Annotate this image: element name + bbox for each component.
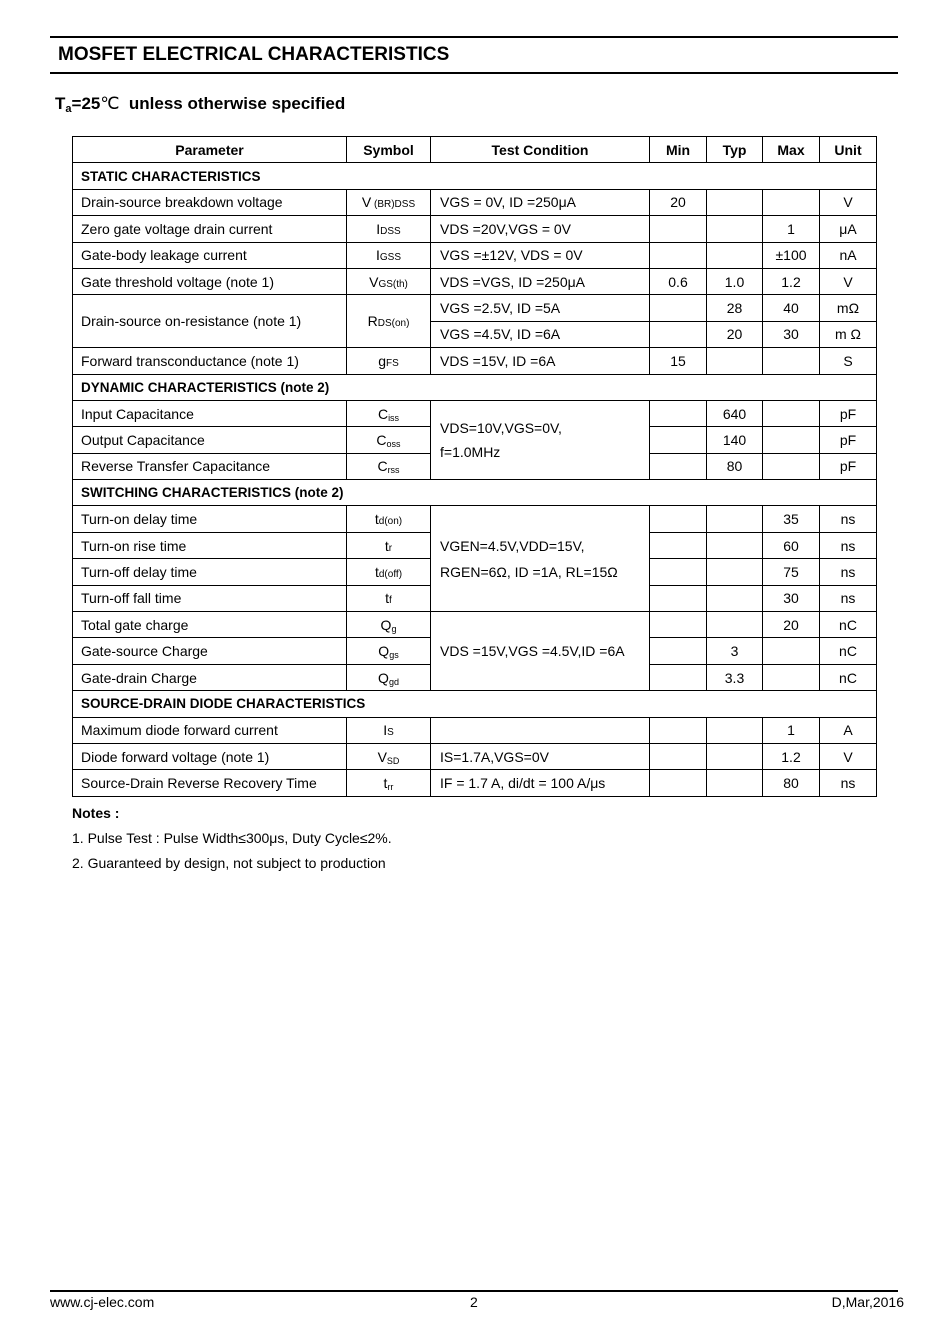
param-cell: Turn-off delay time	[73, 559, 347, 585]
typ-cell: 140	[707, 427, 763, 453]
min-cell	[650, 717, 707, 743]
symbol-cell: V (BR)DSS	[347, 189, 431, 215]
symbol-cell: $Q_g$	[347, 612, 431, 638]
param-cell: Reverse Transfer Capacitance	[73, 453, 347, 479]
typ-cell: 640	[707, 400, 763, 426]
min-cell	[650, 664, 707, 690]
typ-cell	[707, 532, 763, 558]
notes-title: Notes :	[72, 805, 120, 821]
unit-cell: V	[820, 189, 877, 215]
symbol-cell: td(off)	[347, 559, 431, 585]
min-cell	[650, 559, 707, 585]
table-row	[73, 268, 877, 294]
unit-cell: V	[820, 268, 877, 294]
symbol-cell: IS	[347, 717, 431, 743]
unit-cell: pF	[820, 400, 877, 426]
max-cell	[763, 453, 820, 479]
table-row	[73, 506, 877, 532]
symbol-cell: RDS(on)	[347, 295, 431, 348]
min-cell	[650, 506, 707, 532]
max-cell	[763, 189, 820, 215]
header-top-rule	[50, 36, 898, 38]
param-cell: Drain-source breakdown voltage	[73, 189, 347, 215]
param-cell: Forward transconductance (note 1)	[73, 348, 347, 374]
min-cell	[650, 532, 707, 558]
symbol-cell: tf	[347, 585, 431, 611]
header-min: Min	[650, 137, 707, 163]
section-row-diode: SOURCE-DRAIN DIODE CHARACTERISTICS	[73, 691, 877, 717]
typ-cell: 1.0	[707, 268, 763, 294]
symbol-cell: td(on)	[347, 506, 431, 532]
max-cell: 1.2	[763, 268, 820, 294]
typ-cell: 28	[707, 295, 763, 321]
min-cell	[650, 295, 707, 321]
section-row-static: STATIC CHARACTERISTICS	[73, 163, 877, 189]
max-cell: 1.2	[763, 743, 820, 769]
unit-cell: mΩ	[820, 295, 877, 321]
param-cell: Turn-on rise time	[73, 532, 347, 558]
max-cell: 40	[763, 295, 820, 321]
param-cell: Gate threshold voltage (note 1)	[73, 268, 347, 294]
typ-cell: 20	[707, 321, 763, 347]
min-cell: 0.6	[650, 268, 707, 294]
max-cell: 35	[763, 506, 820, 532]
param-cell: Gate-source Charge	[73, 638, 347, 664]
max-cell: 1	[763, 216, 820, 242]
condition-cell: IS=1.7A,VGS=0V	[431, 743, 650, 769]
footer-url: www.cj-elec.com	[50, 1294, 155, 1310]
param-cell: Output Capacitance	[73, 427, 347, 453]
min-cell: 20	[650, 189, 707, 215]
unit-cell: ns	[820, 532, 877, 558]
typ-cell	[707, 743, 763, 769]
table-row	[73, 189, 877, 215]
typ-cell	[707, 348, 763, 374]
table-row	[73, 400, 877, 426]
param-cell: Total gate charge	[73, 612, 347, 638]
table-row	[73, 743, 877, 769]
condition-cell: VGS =±12V, VDS = 0V	[431, 242, 650, 268]
symbol-cell: $C_{iss}$	[347, 400, 431, 426]
max-cell	[763, 348, 820, 374]
header-symbol: Symbol	[347, 137, 431, 163]
switching-condition-cell: VGEN=4.5V,VDD=15V, RGEN=6Ω, ID =1A, RL=15Ω	[431, 506, 650, 612]
param-cell: Turn-off fall time	[73, 585, 347, 611]
unit-cell: ns	[820, 559, 877, 585]
unit-cell: nC	[820, 638, 877, 664]
condition-cell: VGS =2.5V, ID =5A	[431, 295, 650, 321]
table-row	[73, 295, 877, 321]
footer-rule	[50, 1290, 898, 1292]
section-row-switching: SWITCHING CHARACTERISTICS (note 2)	[73, 480, 877, 506]
param-cell: Gate-drain Charge	[73, 664, 347, 690]
max-cell	[763, 664, 820, 690]
unit-cell: S	[820, 348, 877, 374]
condition-cell: IF = 1.7 A, di/dt = 100 A/μs	[431, 770, 650, 796]
max-cell: 60	[763, 532, 820, 558]
min-cell	[650, 453, 707, 479]
symbol-cell: $Q_{gs}$	[347, 638, 431, 664]
header-bottom-rule	[50, 72, 898, 74]
param-cell: Maximum diode forward current	[73, 717, 347, 743]
table-row	[73, 770, 877, 796]
unit-cell: A	[820, 717, 877, 743]
footer-revision: D,Mar,2016	[831, 1294, 904, 1310]
condition-cell: VGS = 0V, ID =250μA	[431, 189, 650, 215]
typ-cell	[707, 216, 763, 242]
min-cell	[650, 743, 707, 769]
page-title: MOSFET ELECTRICAL CHARACTERISTICS	[58, 44, 450, 65]
max-cell	[763, 400, 820, 426]
typ-cell	[707, 559, 763, 585]
condition-cell: VDS =15V, ID =6A	[431, 348, 650, 374]
unit-cell: nA	[820, 242, 877, 268]
header-max: Max	[763, 137, 820, 163]
min-cell	[650, 321, 707, 347]
symbol-cell: $C_{oss}$	[347, 427, 431, 453]
header-parameter: Parameter	[73, 137, 347, 163]
symbol-cell: IGSS	[347, 242, 431, 268]
symbol-cell: IDSS	[347, 216, 431, 242]
param-cell: Zero gate voltage drain current	[73, 216, 347, 242]
max-cell: ±100	[763, 242, 820, 268]
typ-cell: 3	[707, 638, 763, 664]
symbol-cell: $t_{rr}$	[347, 770, 431, 796]
unit-cell: m Ω	[820, 321, 877, 347]
unit-cell: V	[820, 743, 877, 769]
dynamic-condition-cell: VDS=10V,VGS=0V, f=1.0MHz	[431, 400, 650, 479]
test-conditions-heading: $T_a=25℃$ unless otherwise specified	[55, 94, 346, 115]
condition-cell: VGS =4.5V, ID =6A	[431, 321, 650, 347]
typ-cell: 80	[707, 453, 763, 479]
min-cell	[650, 638, 707, 664]
table-row	[73, 348, 877, 374]
param-cell: Gate-body leakage current	[73, 242, 347, 268]
max-cell	[763, 427, 820, 453]
table-row	[73, 242, 877, 268]
max-cell: 30	[763, 585, 820, 611]
param-cell: Source-Drain Reverse Recovery Time	[73, 770, 347, 796]
symbol-cell: gFS	[347, 348, 431, 374]
header-unit: Unit	[820, 137, 877, 163]
max-cell: 20	[763, 612, 820, 638]
max-cell: 30	[763, 321, 820, 347]
table-row	[73, 717, 877, 743]
typ-cell	[707, 585, 763, 611]
min-cell	[650, 400, 707, 426]
unit-cell: nC	[820, 612, 877, 638]
header-test-condition: Test Condition	[431, 137, 650, 163]
min-cell	[650, 216, 707, 242]
param-cell: Turn-on delay time	[73, 506, 347, 532]
unit-cell: ns	[820, 585, 877, 611]
symbol-cell: $V_{SD}$	[347, 743, 431, 769]
unit-cell: ns	[820, 506, 877, 532]
condition-cell: VDS =VGS, ID =250μA	[431, 268, 650, 294]
table-row	[73, 216, 877, 242]
unit-cell: μA	[820, 216, 877, 242]
note-2: 2. Guaranteed by design, not subject to production	[72, 855, 386, 871]
unit-cell: pF	[820, 427, 877, 453]
section-row-dynamic: DYNAMIC CHARACTERISTICS (note 2)	[73, 374, 877, 400]
header-typ: Typ	[707, 137, 763, 163]
gate-charge-condition-cell: VDS =15V,VGS =4.5V,ID =6A	[431, 612, 650, 691]
symbol-cell: $Q_{gd}$	[347, 664, 431, 690]
note-1: 1. Pulse Test : Pulse Width≤300μs, Duty Cycle≤2%.	[72, 830, 392, 846]
table-row	[73, 612, 877, 638]
min-cell	[650, 612, 707, 638]
typ-cell	[707, 770, 763, 796]
condition-cell: VDS =20V,VGS = 0V	[431, 216, 650, 242]
min-cell	[650, 427, 707, 453]
footer-page-number: 2	[470, 1294, 478, 1310]
max-cell	[763, 638, 820, 664]
symbol-cell: tr	[347, 532, 431, 558]
typ-cell: 3.3	[707, 664, 763, 690]
param-cell: Drain-source on-resistance (note 1)	[73, 295, 347, 348]
min-cell	[650, 585, 707, 611]
table-header-row	[73, 137, 877, 163]
min-cell: 15	[650, 348, 707, 374]
param-cell: Diode forward voltage (note 1)	[73, 743, 347, 769]
unit-cell: ns	[820, 770, 877, 796]
typ-cell	[707, 242, 763, 268]
electrical-characteristics-table	[72, 136, 877, 797]
max-cell: 1	[763, 717, 820, 743]
param-cell: Input Capacitance	[73, 400, 347, 426]
min-cell	[650, 242, 707, 268]
typ-cell	[707, 189, 763, 215]
typ-cell	[707, 506, 763, 532]
symbol-cell: VGS(th)	[347, 268, 431, 294]
condition-cell	[431, 717, 650, 743]
symbol-cell: $C_{rss}$	[347, 453, 431, 479]
max-cell: 80	[763, 770, 820, 796]
typ-cell	[707, 612, 763, 638]
unit-cell: pF	[820, 453, 877, 479]
min-cell	[650, 770, 707, 796]
max-cell: 75	[763, 559, 820, 585]
unit-cell: nC	[820, 664, 877, 690]
typ-cell	[707, 717, 763, 743]
